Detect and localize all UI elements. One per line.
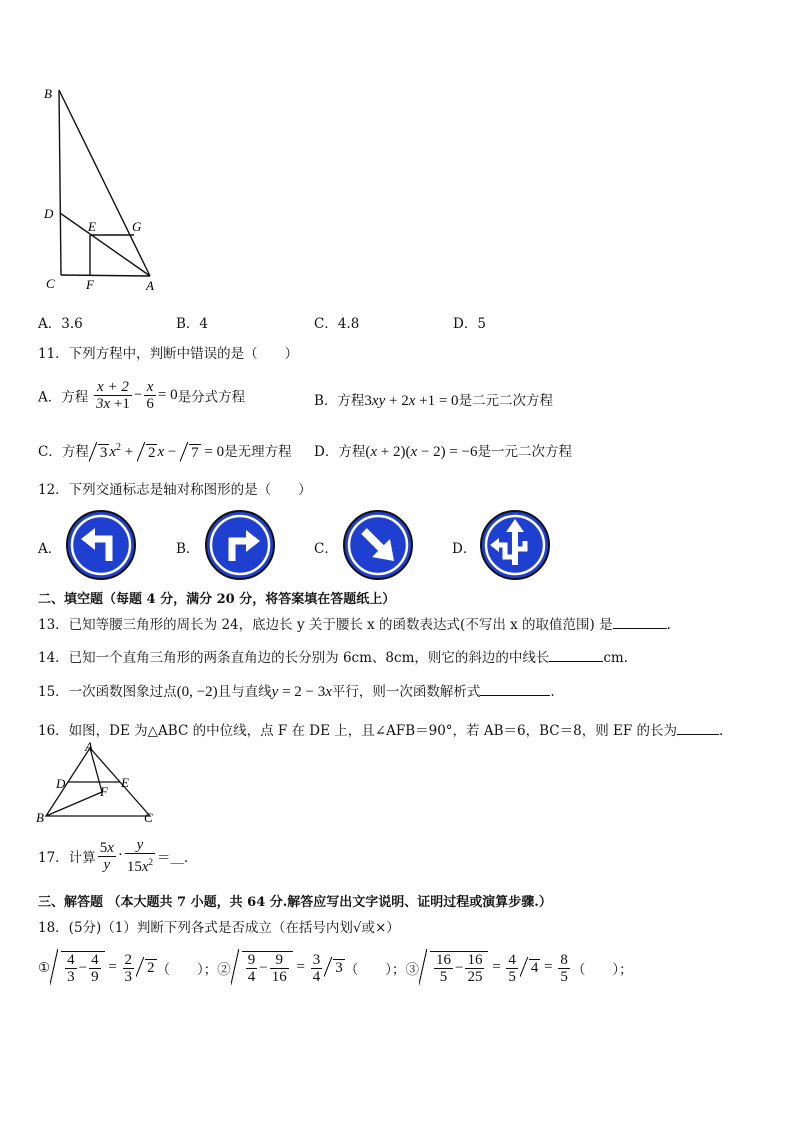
q11-c-equation: 3 $x^2 + 2$ x − 7 = 0 [89,444,224,460]
q11-b-equation: 3xy + 2x +1 = 0 [364,393,459,409]
section-2-heading: 二、填空题（每题 4 分，满分 20 分，将答案填在答题纸上） [38,592,396,607]
q18-item-3-label: （ ）；③ [344,961,419,978]
q18-item-2-expression: $\frac{9}{4}$ − $\frac{9}{16}$ = $\frac{3}{4}$ 3 [231,959,345,975]
q11-d-equation: (x + 2)(x − 2) = −6 [365,444,478,460]
q15-line: y = 2 − 3x [271,684,332,700]
q14-unit: cm. [603,650,629,666]
turn-left-sign-icon [65,509,137,581]
q12-option-b-label: B． [176,541,200,557]
q13-answer-blank[interactable] [613,628,667,629]
q14 [38,646,628,666]
q15-text-3: 平行，则一次函数解析式 [331,684,481,700]
fig16-label-B: B [36,810,44,825]
triangle-figure [38,80,168,295]
q15: 15．一次函数图象过点(0, −2)且与直线y = 2 − 3x平行，则一次函数解析式 . [38,684,555,700]
triangle-midline-figure [36,740,158,826]
label-F: F [86,277,94,292]
q17-expression: $\frac{5x}{y}$ · $\frac{y}{15x^2}$ [99,837,154,875]
q12-option-a-label: A． [38,541,62,557]
q18-item-3-expression: $\frac{16}{5}$ − $\frac{16}{25}$ = $\frac{4}{5}$ 4 = $\frac{8}{5}$ [419,959,572,975]
q18-item-3-tail: （ ）； [571,961,633,978]
label-C: C [46,276,55,291]
q11-c-prefix: C．方程 [38,444,89,460]
label-G: G [132,219,142,234]
q16: 16．如图，DE 为△ABC 的中位线，点 F 在 DE 上，且∠AFB＝90°，若 AB＝6，BC＝8，则 EF 的长为 . [38,723,724,739]
q12-option-c-label: C． [314,541,338,557]
q15-point: (0, −2) [176,684,218,700]
q10-option-d: D．5 [453,316,486,332]
label-A: A [146,278,154,293]
q11-d-prefix: D．方程 [314,444,366,460]
q11-option-d [314,440,572,461]
q18-item-1-expression: $\frac{4}{3}$ − $\frac{4}{9}$ = $\frac{2}{3}$ 2 [50,959,156,975]
q11-option-c [38,440,292,462]
label-B: B [44,86,52,101]
straight-or-left-sign-icon [479,509,551,581]
q14-text: 14．已知一个直角三角形的两条直角边的长分别为 6cm、8cm，则它的斜边的中线长 [38,650,550,666]
q13-text: 13．已知等腰三角形的周长为 24，底边长 y 关于腰长 x 的函数表达式(不写出 x 的取值范围) 是 [38,617,613,633]
fig16-label-E: E [121,775,129,790]
q13: 13．已知等腰三角形的周长为 24，底边长 y 关于腰长 x 的函数表达式(不写出 x 的取值范围) 是 . [38,617,671,633]
q11-stem: 11．下列方程中，判断中错误的是（ ） [38,346,299,362]
q10-option-b: B．4 [176,316,209,332]
q15-text-1: 15．一次函数图象过点 [38,684,177,700]
fig16-label-A: A [85,740,93,754]
q12-stem: 12．下列交通标志是轴对称图形的是（ ） [38,482,312,498]
q11-option-b [314,389,553,410]
q17-text-1: 17．计算 [38,849,96,866]
fig16-label-D: D [56,776,66,791]
q14-answer-blank[interactable] [549,661,603,662]
q11-a-equation: $\frac{x + 2}{3x +1}$ − $\frac{x}{6}$ = 0 [96,379,178,412]
q17-text-2: ＝＿． [157,849,198,866]
q17 [38,837,198,875]
q11-option-a [38,379,245,412]
fig16-label-F: F [100,784,108,799]
diagonal-arrow-sign-icon [342,509,414,581]
turn-right-sign-icon [204,509,276,581]
q18-item-1-label: ① [38,959,51,976]
q18-items [38,951,633,985]
q11-c-suffix: 是无理方程 [224,444,292,460]
q10-option-c: C．4.8 [314,316,360,332]
q11-b-suffix: 是二元二次方程 [458,393,554,409]
q11-d-suffix: 是一元二次方程 [477,444,572,460]
q10-option-a: A．3.6 [38,316,83,332]
q15-answer-blank[interactable] [480,695,550,696]
q11-b-prefix: B．方程 [314,393,365,409]
q16-text: 16．如图，DE 为△ABC 的中位线，点 F 在 DE 上，且∠AFB＝90°，若 AB＝6，BC＝8，则 EF 的长为 [38,723,678,739]
q18-item-2-label: （ ）；② [156,961,231,978]
fig16-label-C: C [144,810,153,825]
q16-answer-blank[interactable] [677,734,719,735]
q11-a-suffix: 是分式方程 [177,389,246,406]
q15-text-2: 且与直线 [217,684,272,700]
section-3-heading: 三、解答题 （本大题共 7 小题，共 64 分.解答应写出文字说明、证明过程或演算步骤.） [38,895,552,910]
label-D: D [44,206,54,221]
label-E: E [88,219,96,234]
q18-stem: 18．(5分)（1）判断下列各式是否成立（在括号内划√或×） [38,920,400,936]
q12-option-d-label: D． [452,541,477,557]
q11-a-prefix: A．方程 [38,389,89,406]
